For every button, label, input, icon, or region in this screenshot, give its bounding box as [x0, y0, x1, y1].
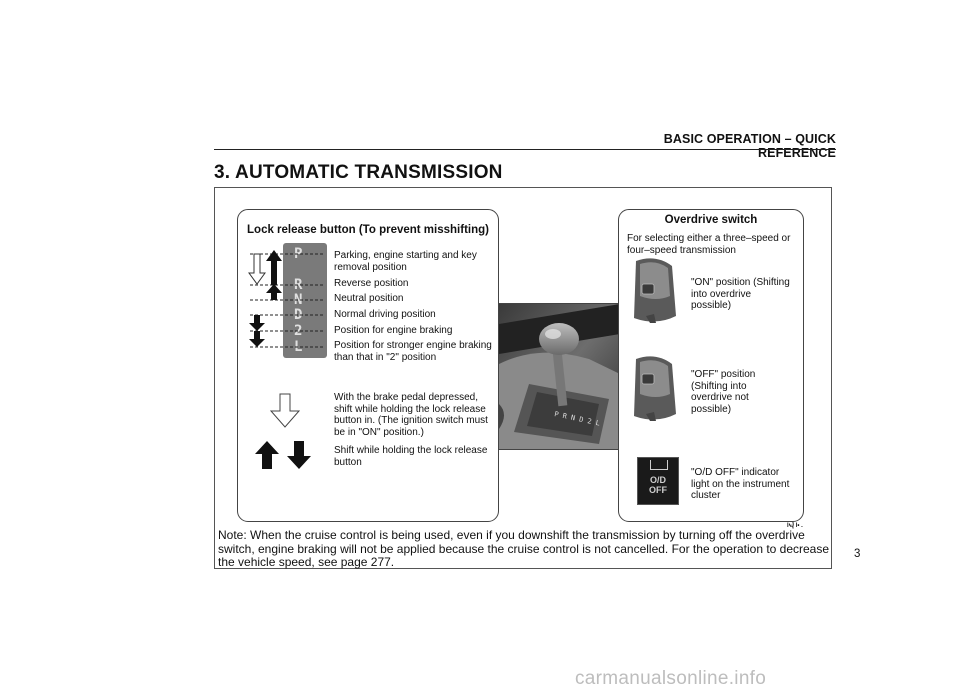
position-n-label: Neutral position: [334, 293, 404, 304]
shift-knob-on-illustration: [626, 256, 678, 323]
page-number: 3: [854, 548, 861, 560]
solid-up-arrow-small-icon: [266, 284, 282, 300]
overdrive-subtitle: For selecting either a three–speed or four–speed transmission: [627, 233, 791, 256]
gear-letter-p: P: [294, 246, 303, 262]
legend-solid-arrows-icon: [254, 439, 318, 471]
gear-letter-r: R: [294, 277, 303, 293]
od-lamp-text-bottom: OFF: [649, 485, 667, 495]
position-r-label: Reverse position: [334, 278, 409, 289]
legend-solid-arrows-text: Shift while holding the lock release button: [334, 445, 488, 468]
od-off-indicator-text: "O/D OFF" indicator light on the instrument cluster: [691, 467, 790, 501]
overdrive-on-photo: [626, 256, 678, 323]
svg-text:P R N D 2 L: P R N D 2 L: [553, 410, 601, 428]
position-p-label: Parking, engine starting and key removal position: [334, 250, 477, 273]
gear-letter-2: 2: [294, 323, 303, 339]
watermark: carmanualsonline.info: [575, 668, 767, 689]
gear-letter-n: N: [294, 292, 303, 308]
figure-code: lⴏ l• .: [787, 523, 803, 529]
cruise-control-note: Note: When the cruise control is being used, even if you downshift the transmission by turning off the overdrive switch, engine braking will not be applied because the cruise control is not cancelled. For the operation to decrease the vehicle speed, see page 277.: [218, 528, 830, 569]
gear-letter-d: D: [294, 307, 303, 323]
overdrive-title: Overdrive switch: [664, 214, 758, 226]
legend-outline-arrow-text: With the brake pedal depressed, shift while holding the lock release button in. (The ignition switch must be in "ON" position.): [334, 392, 488, 438]
section-title: 3. AUTOMATIC TRANSMISSION: [214, 162, 503, 183]
legend-outline-arrow-icon: [268, 393, 302, 429]
header-rule: [214, 149, 836, 150]
overdrive-off-photo: [626, 354, 678, 421]
overdrive-off-text: "OFF" position (Shifting into overdrive not possible): [691, 369, 756, 415]
position-l-label: Position for stronger engine braking than that in "2" position: [334, 340, 492, 363]
gear-letter-l: L: [294, 339, 303, 355]
od-off-indicator-lamp: [637, 457, 679, 505]
shift-knob-off-illustration: [626, 354, 678, 421]
position-d-label: Normal driving position: [334, 309, 436, 320]
shift-arrows-diagram: [248, 243, 328, 363]
overdrive-on-text: "ON" position (Shifting into overdrive possible): [691, 277, 790, 311]
position-2-label: Position for engine braking: [334, 325, 453, 336]
od-lamp-frame: [650, 460, 668, 470]
console-photo: [498, 303, 621, 450]
solid-up-arrow-icon: [266, 250, 282, 285]
console-illustration: [499, 304, 620, 449]
running-header: BASIC OPERATION – QUICK REFERENCE: [663, 132, 836, 160]
lock-release-title: Lock release button (To prevent misshifting): [247, 224, 489, 236]
od-lamp-text-top: O/D: [649, 475, 666, 485]
outline-arrow-icon: [249, 254, 265, 284]
